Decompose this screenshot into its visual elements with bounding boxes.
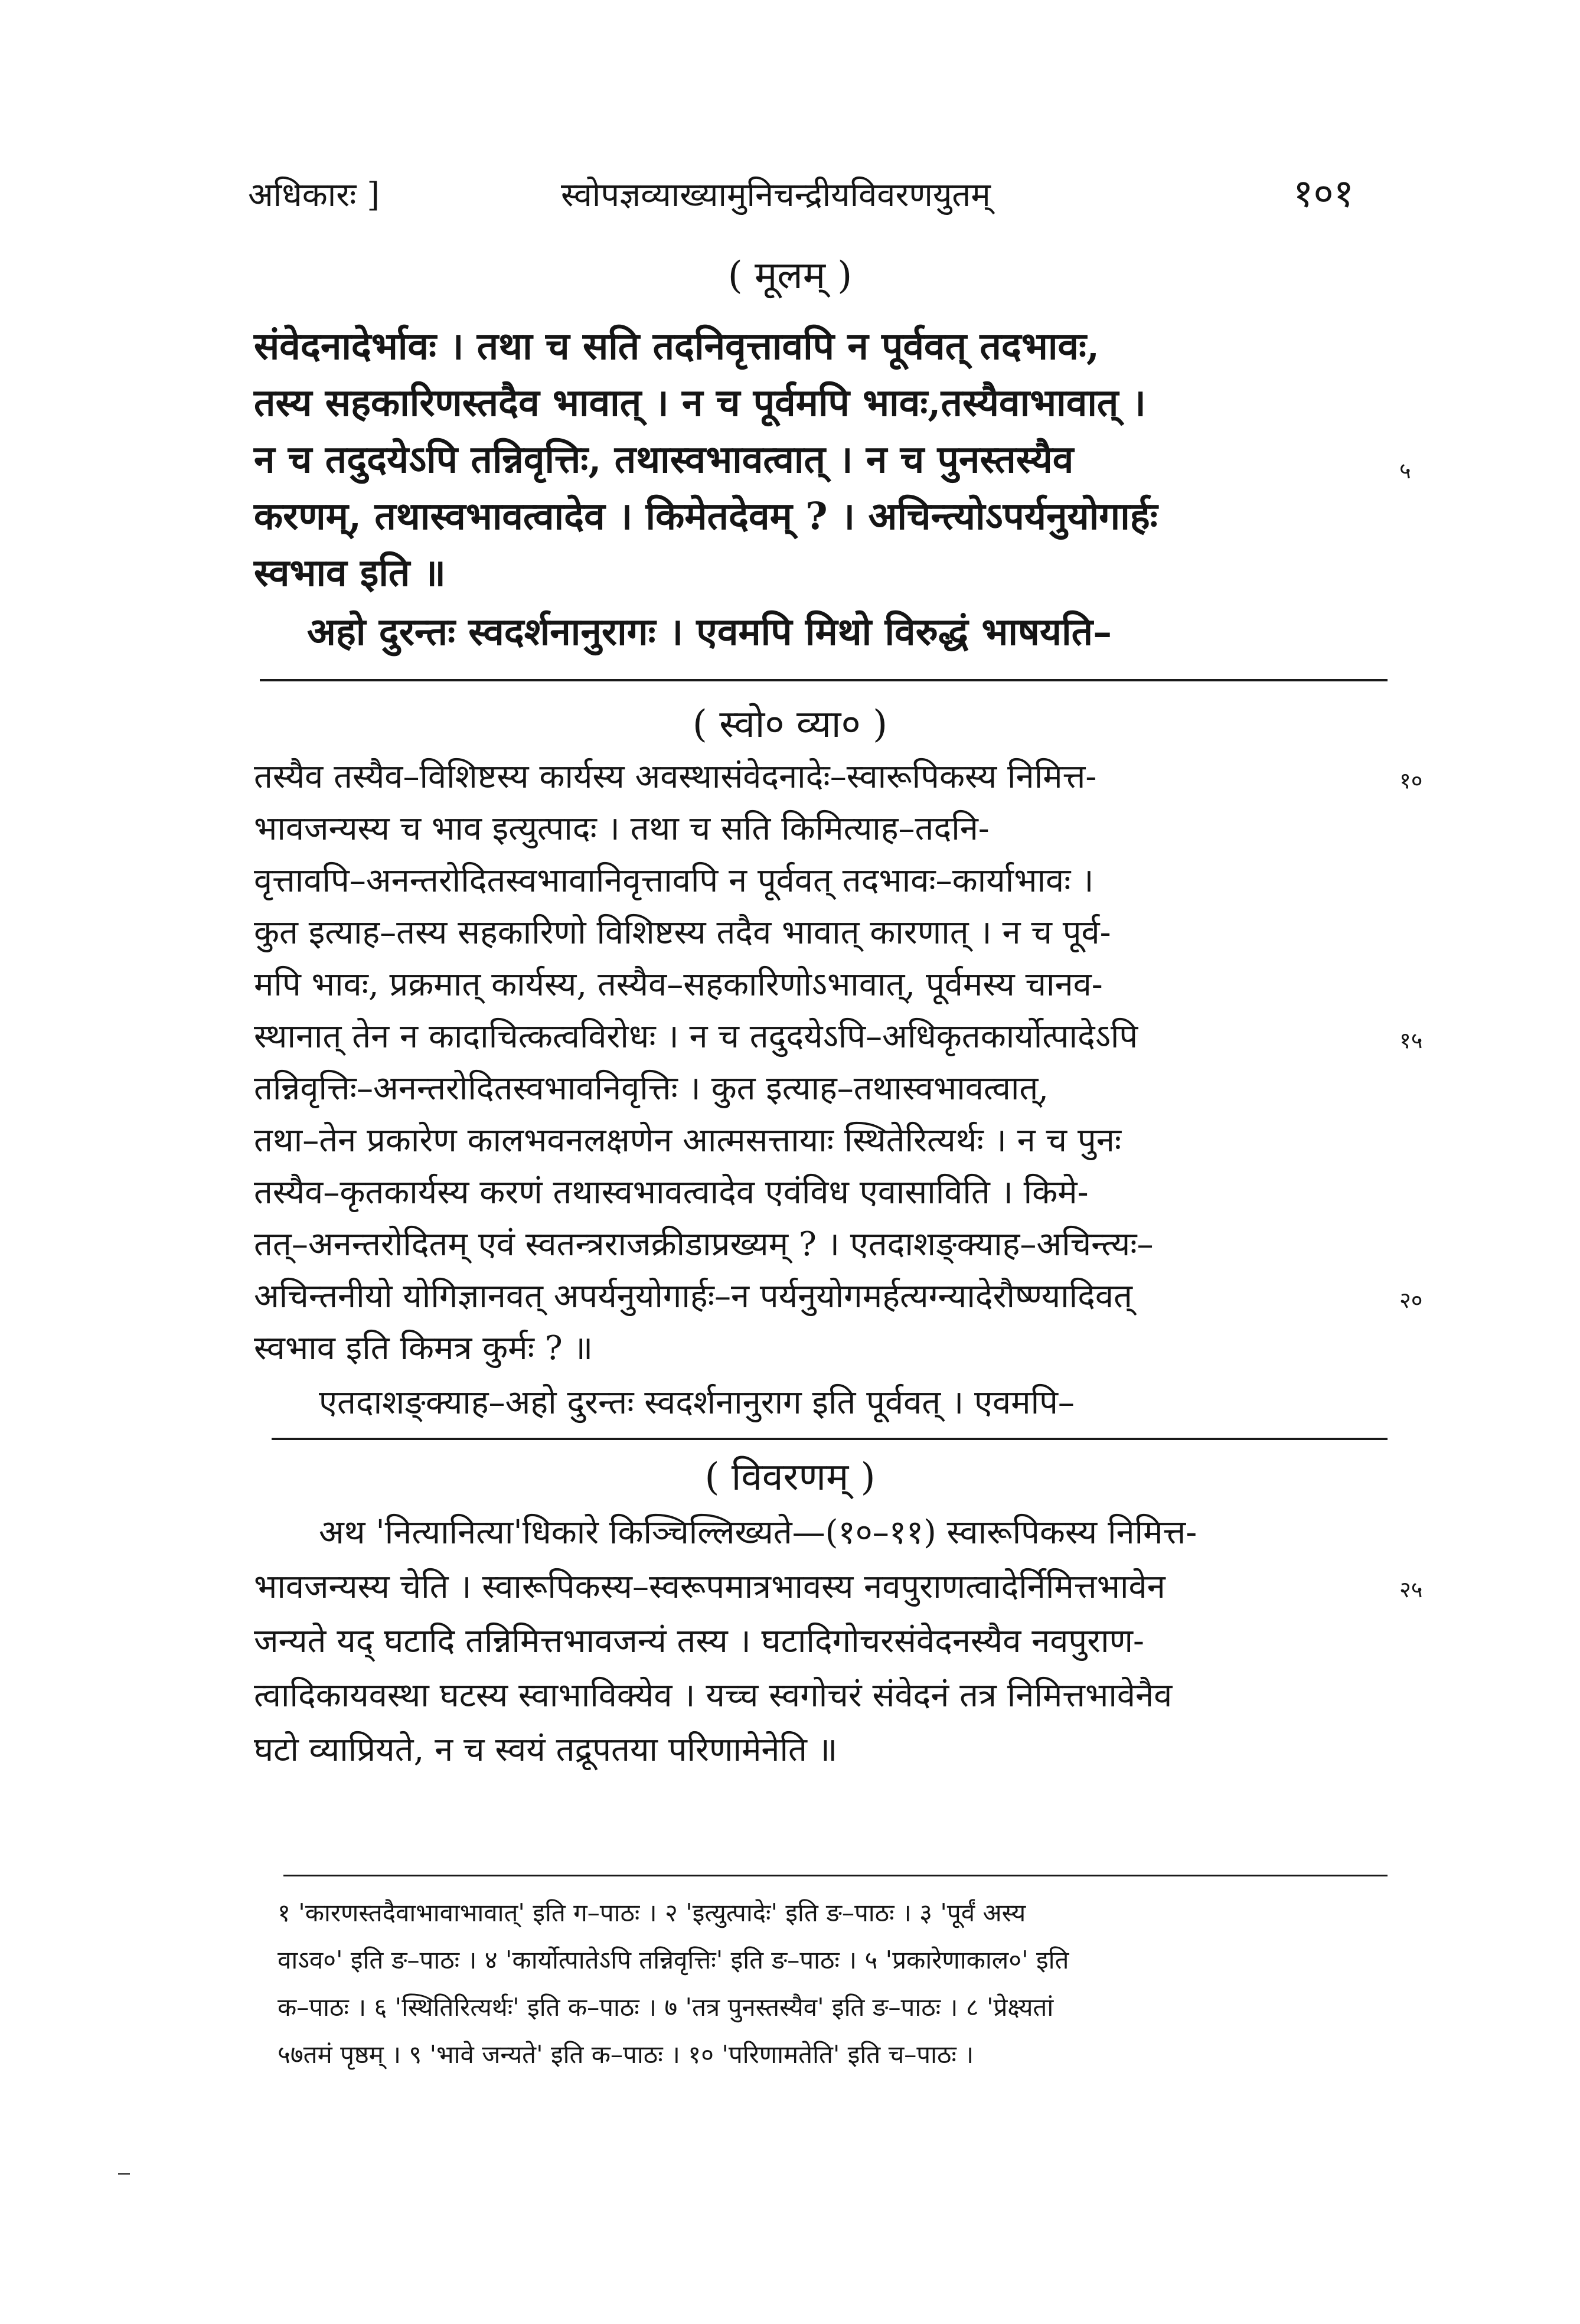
running-header [0, 159, 1580, 230]
vyakhya-line: कुत इत्याह–तस्य सहकारिणो विशिष्टस्य तदैव भावात् कारणात् । न च पूर्व- [254, 913, 1111, 952]
vyakhya-line: भावजन्यस्य च भाव इत्युत्पादः । तथा च सति किमित्याह–तदनि- [254, 810, 990, 848]
line-number: १० [1399, 768, 1423, 794]
header-chapter: अधिकारः ] [248, 176, 380, 214]
footnote-line: क–पाठः । ६ 'स्थितिरित्यर्थः' इति क–पाठः । ७ 'तत्र पुनस्तस्यैव' इति ङ–पाठः । ८ 'प्रेक्ष्यतां [278, 1993, 1054, 2022]
vyakhya-line: वृत्तावपि–अनन्तरोदितस्वभावानिवृत्तावपि न पूर्ववत् तदभावः–कार्याभावः । [254, 861, 1094, 900]
section-divider [260, 679, 1388, 681]
scan-mark [118, 2173, 130, 2175]
line-number: २० [1399, 1287, 1423, 1313]
vyakhya-heading: ( स्वो० व्या० ) [692, 703, 888, 746]
vyakhya-line: तस्यैव–कृतकार्यस्य करणं तथास्वभावत्वादेव एवंविध एवासाविति । किमे- [254, 1173, 1089, 1212]
footnote-line: ५७तमं पृष्ठम् । ९ 'भावे जन्यते' इति क–पाठः । १० 'परिणामतेति' इति च–पाठः । [278, 2040, 974, 2069]
vyakhya-line: अचिन्तनीयो योगिज्ञानवत् अपर्यनुयोगार्हः–न पर्यनुयोगमर्हत्यग्न्यादेरौष्ण्यादिवत् [254, 1277, 1132, 1316]
line-number: २५ [1399, 1576, 1423, 1602]
vivarana-line: अथ 'नित्यानित्या'धिकारे किञ्चिल्लिख्यते—(१०–११) स्वारूपिकस्य निमित्त- [319, 1513, 1197, 1552]
mula-heading: ( मूलम् ) [727, 254, 853, 298]
mula-line: स्वभाव इति ॥ [254, 551, 446, 595]
vyakhya-line: स्वभाव इति किमत्र कुर्मः ? ॥ [254, 1329, 593, 1367]
mula-line: न च तदुदयेऽपि तन्निवृत्तिः, तथास्वभावत्वात् । न च पुनस्तस्यैव [254, 438, 1074, 482]
mula-line: तस्य सहकारिणस्तदैव भावात् । न च पूर्वमपि भावः,तस्यैवाभावात् । [254, 381, 1146, 425]
mula-line: करणम्, तथास्वभावत्वादेव । किमेतदेवम् ? । अचिन्त्योऽपर्यनुयोगार्हः [254, 494, 1158, 538]
vivarana-line: जन्यते यद् घटादि तन्निमित्तभावजन्यं तस्य । घटादिगोचरसंवेदनस्यैव नवपुराण- [254, 1622, 1144, 1660]
vivarana-line: घटो व्याप्रियते, न च स्वयं तद्रूपतया परिणामेनेति ॥ [254, 1731, 838, 1769]
vyakhya-line: एतदाशङ्क्याह–अहो दुरन्तः स्वदर्शनानुराग इति पूर्ववत् । एवमपि– [319, 1383, 1075, 1422]
vivarana-heading: ( विवरणम् ) [704, 1455, 876, 1499]
vyakhya-line: तत्–अनन्तरोदितम् एवं स्वतन्त्रराजक्रीडाप्रख्यम् ? । एतदाशङ्क्याह–अचिन्त्यः– [254, 1225, 1154, 1264]
mula-line: संवेदनादेर्भावः । तथा च सति तदनिवृत्तावपि न पूर्ववत् तदभावः, [254, 324, 1100, 368]
footnote-line: वाऽव०' इति ङ–पाठः । ४ 'कार्योत्पातेऽपि तन्निवृत्तिः' इति ङ–पाठः । ५ 'प्रकारेणाकाल०' इति [278, 1946, 1069, 1974]
footnote-divider [283, 1875, 1388, 1876]
vyakhya-line: मपि भावः, प्रक्रमात् कार्यस्य, तस्यैव–सहकारिणोऽभावात्, पूर्वमस्य चानव- [254, 965, 1103, 1004]
vyakhya-line: तन्निवृत्तिः–अनन्तरोदितस्वभावनिवृत्तिः । कुत इत्याह–तथास्वभावत्वात्, [254, 1069, 1049, 1108]
vivarana-line: भावजन्यस्य चेति । स्वारूपिकस्य–स्वरूपमात्रभावस्य नवपुराणत्वादेर्निमित्तभावेन [254, 1568, 1166, 1606]
vyakhya-line: तस्यैव तस्यैव–विशिष्टस्य कार्यस्य अवस्थासंवेदनादेः–स्वारूपिकस्य निमित्त- [254, 758, 1097, 796]
line-number: १५ [1399, 1027, 1423, 1053]
section-divider [272, 1438, 1388, 1440]
mula-line: अहो दुरन्तः स्वदर्शनानुरागः । एवमपि मिथो विरुद्धं भाषयति– [307, 610, 1112, 654]
footnote-line: १ 'कारणस्तदैवाभावाभावात्' इति ग–पाठः । २ 'इत्युत्पादेः' इति ङ–पाठः । ३ 'पूर्वं अस्य [278, 1898, 1026, 1927]
vyakhya-line: स्थानात् तेन न कादाचित्कत्वविरोधः । न च तदुदयेऽपि–अधिकृतकार्योत्पादेऽपि [254, 1017, 1138, 1056]
header-title: स्वोपज्ञव्याख्यामुनिचन्द्रीयविवरणयुतम् [561, 176, 991, 214]
vivarana-line: त्वादिकायवस्था घटस्य स्वाभाविक्येव । यच्च स्वगोचरं संवेदनं तत्र निमित्तभावेनैव [254, 1676, 1173, 1715]
page-number: १०१ [1293, 171, 1354, 216]
vyakhya-line: तथा–तेन प्रकारेण कालभवनलक्षणेन आत्मसत्तायाः स्थितेरित्यर्थः । न च पुनः [254, 1121, 1122, 1160]
line-number: ५ [1399, 458, 1411, 484]
